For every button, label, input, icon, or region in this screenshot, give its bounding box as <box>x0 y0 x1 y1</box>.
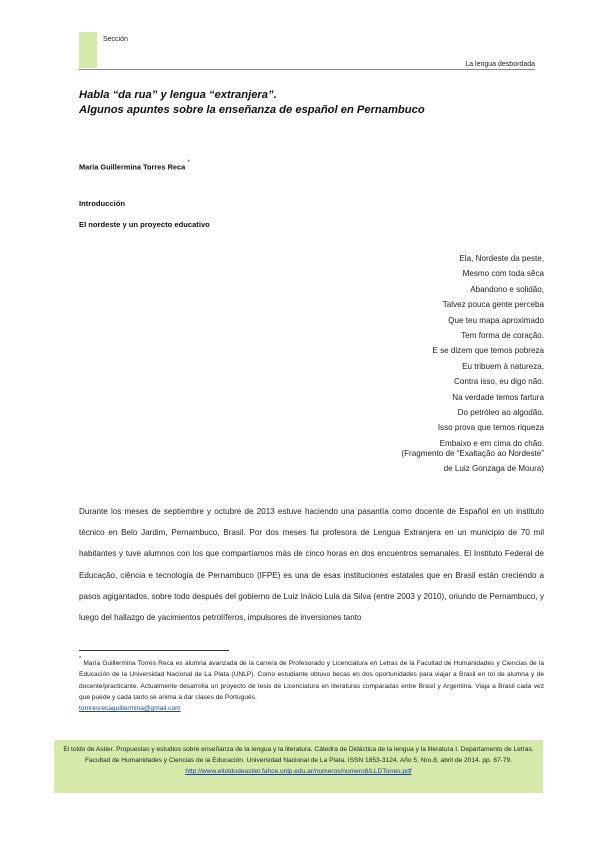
citation-text: El toldo de Astier. Propuestas y estudios sobre enseñanza de la lengua y la literatura. Cátedra de Didáctica de la lengua y la literatura I. Departamento de Letras. Facultad de Humanidades y Ciencias de la Educación. Universidad Nacional de La Plata. ISSN 1853-3124. Año 5, Nro.8, abril de 2014. pp. 67-79. <box>63 746 534 765</box>
author-email-link[interactable]: tomresrecaguillermina@gmail.com <box>79 705 181 712</box>
citation-box <box>54 740 543 793</box>
header-divider <box>79 69 535 70</box>
poem-line: Ela, Nordeste da peste, <box>459 254 544 263</box>
poem-line: Contra isso, eu digo não. <box>454 377 544 387</box>
poem-source-line-2: de Luiz Gonzaga de Moura) <box>443 464 544 474</box>
author-name: María Guillermina Torres Reca <box>79 162 186 172</box>
epigraph-poem <box>432 251 544 451</box>
poem-line: Na verdade temos fartura <box>452 392 544 402</box>
poem-line: Isso prova que temos riqueza <box>437 423 544 433</box>
title-line-1: Habla “da rua” y lengua “extranjera”. <box>79 89 277 101</box>
poem-source-line-1: (Fragmento de “Exaltação ao Nordeste” <box>401 449 544 458</box>
poem-line: Que teu mapa aproximado <box>448 315 544 325</box>
poem-source <box>401 446 544 477</box>
section-heading-intro: Introducción <box>79 199 125 208</box>
citation-url-link[interactable]: http://www.eltoldodeastier.fahce.unlp.edu.ar/numeros/numero8/LLDTorres.pdf <box>185 768 412 776</box>
poem-line: Abandono e solidão, <box>470 284 544 294</box>
citation-text-block <box>60 744 537 778</box>
article-title <box>79 88 519 118</box>
subsection-heading: El nordeste y un proyecto educativo <box>79 220 210 229</box>
poem-line: Eu tribuem à natureza, <box>462 361 544 371</box>
poem-line: Mesmo com toda sêca <box>462 269 544 279</box>
poem-line: Talvez pouca gente perceba <box>442 300 544 310</box>
poem-line: E se dizem que temos pobreza <box>432 346 544 356</box>
body-paragraph: Durante los meses de septiembre y octubre de 2013 estuve haciendo una pasantía como docente de Español en un instituto técnico en Belo Jardim, Pernambuco, Brasil. Por dos meses fui profesora de Lengua Extranjera en un municipio de 70 mil habitantes y tuve alumnos con los que compartíamos más de cinco horas en dos encuentros semanales. El Instituto Federal de Educação, ciência e tecnologia de Pernambuco (IFPE) es una de esas instituciones estatales que en Brasil están creciendo a pasos agigantados, sobre todo después del gobierno de Luiz Inácio Lula da Silva (entre 2003 y 2010), oriundo de Pernambuco, y luego del hallazgo de yacimientos petrolíferos, impulsores de inversiones tanto <box>79 507 544 623</box>
running-header: La lengua desbordada <box>465 61 535 68</box>
footnote <box>79 656 544 714</box>
footnote-text: María Guillermina Torres Reca es alumna avanzada de la carrera de Profesorado y Licenciatura en Letras de la Facultad de Humanidades y Ciencias de la Educación de la Universidad Nacional de La Plata (UNLP). Como estudiante obtuvo becas en dos oportunidades para viajar a Brasil en rol de alumna y de docente/practicante. Actualmente desarrolla un proyecto de tesis de Licenciatura en literaturas comparadas entre Brasil y Argentina. Viaja a Brasil cada vez que puede y cada tanto se anima a dar clases de Portugués. <box>79 660 544 701</box>
author-line <box>79 162 190 171</box>
footnote-divider <box>79 650 229 651</box>
title-line-2: Algunos apuntes sobre la enseñanza de español en Pernambuco <box>79 104 425 116</box>
author-footnote-mark[interactable]: * <box>187 160 190 166</box>
poem-line: Do petróleo ao algodão. <box>457 408 544 418</box>
footnote-mark: * <box>79 656 82 662</box>
section-color-block <box>79 32 97 68</box>
poem-line: Embaixo e em cima do chão. <box>439 438 544 448</box>
section-label: Sección <box>103 36 128 43</box>
poem-line: Tem forma de coração. <box>461 331 544 341</box>
